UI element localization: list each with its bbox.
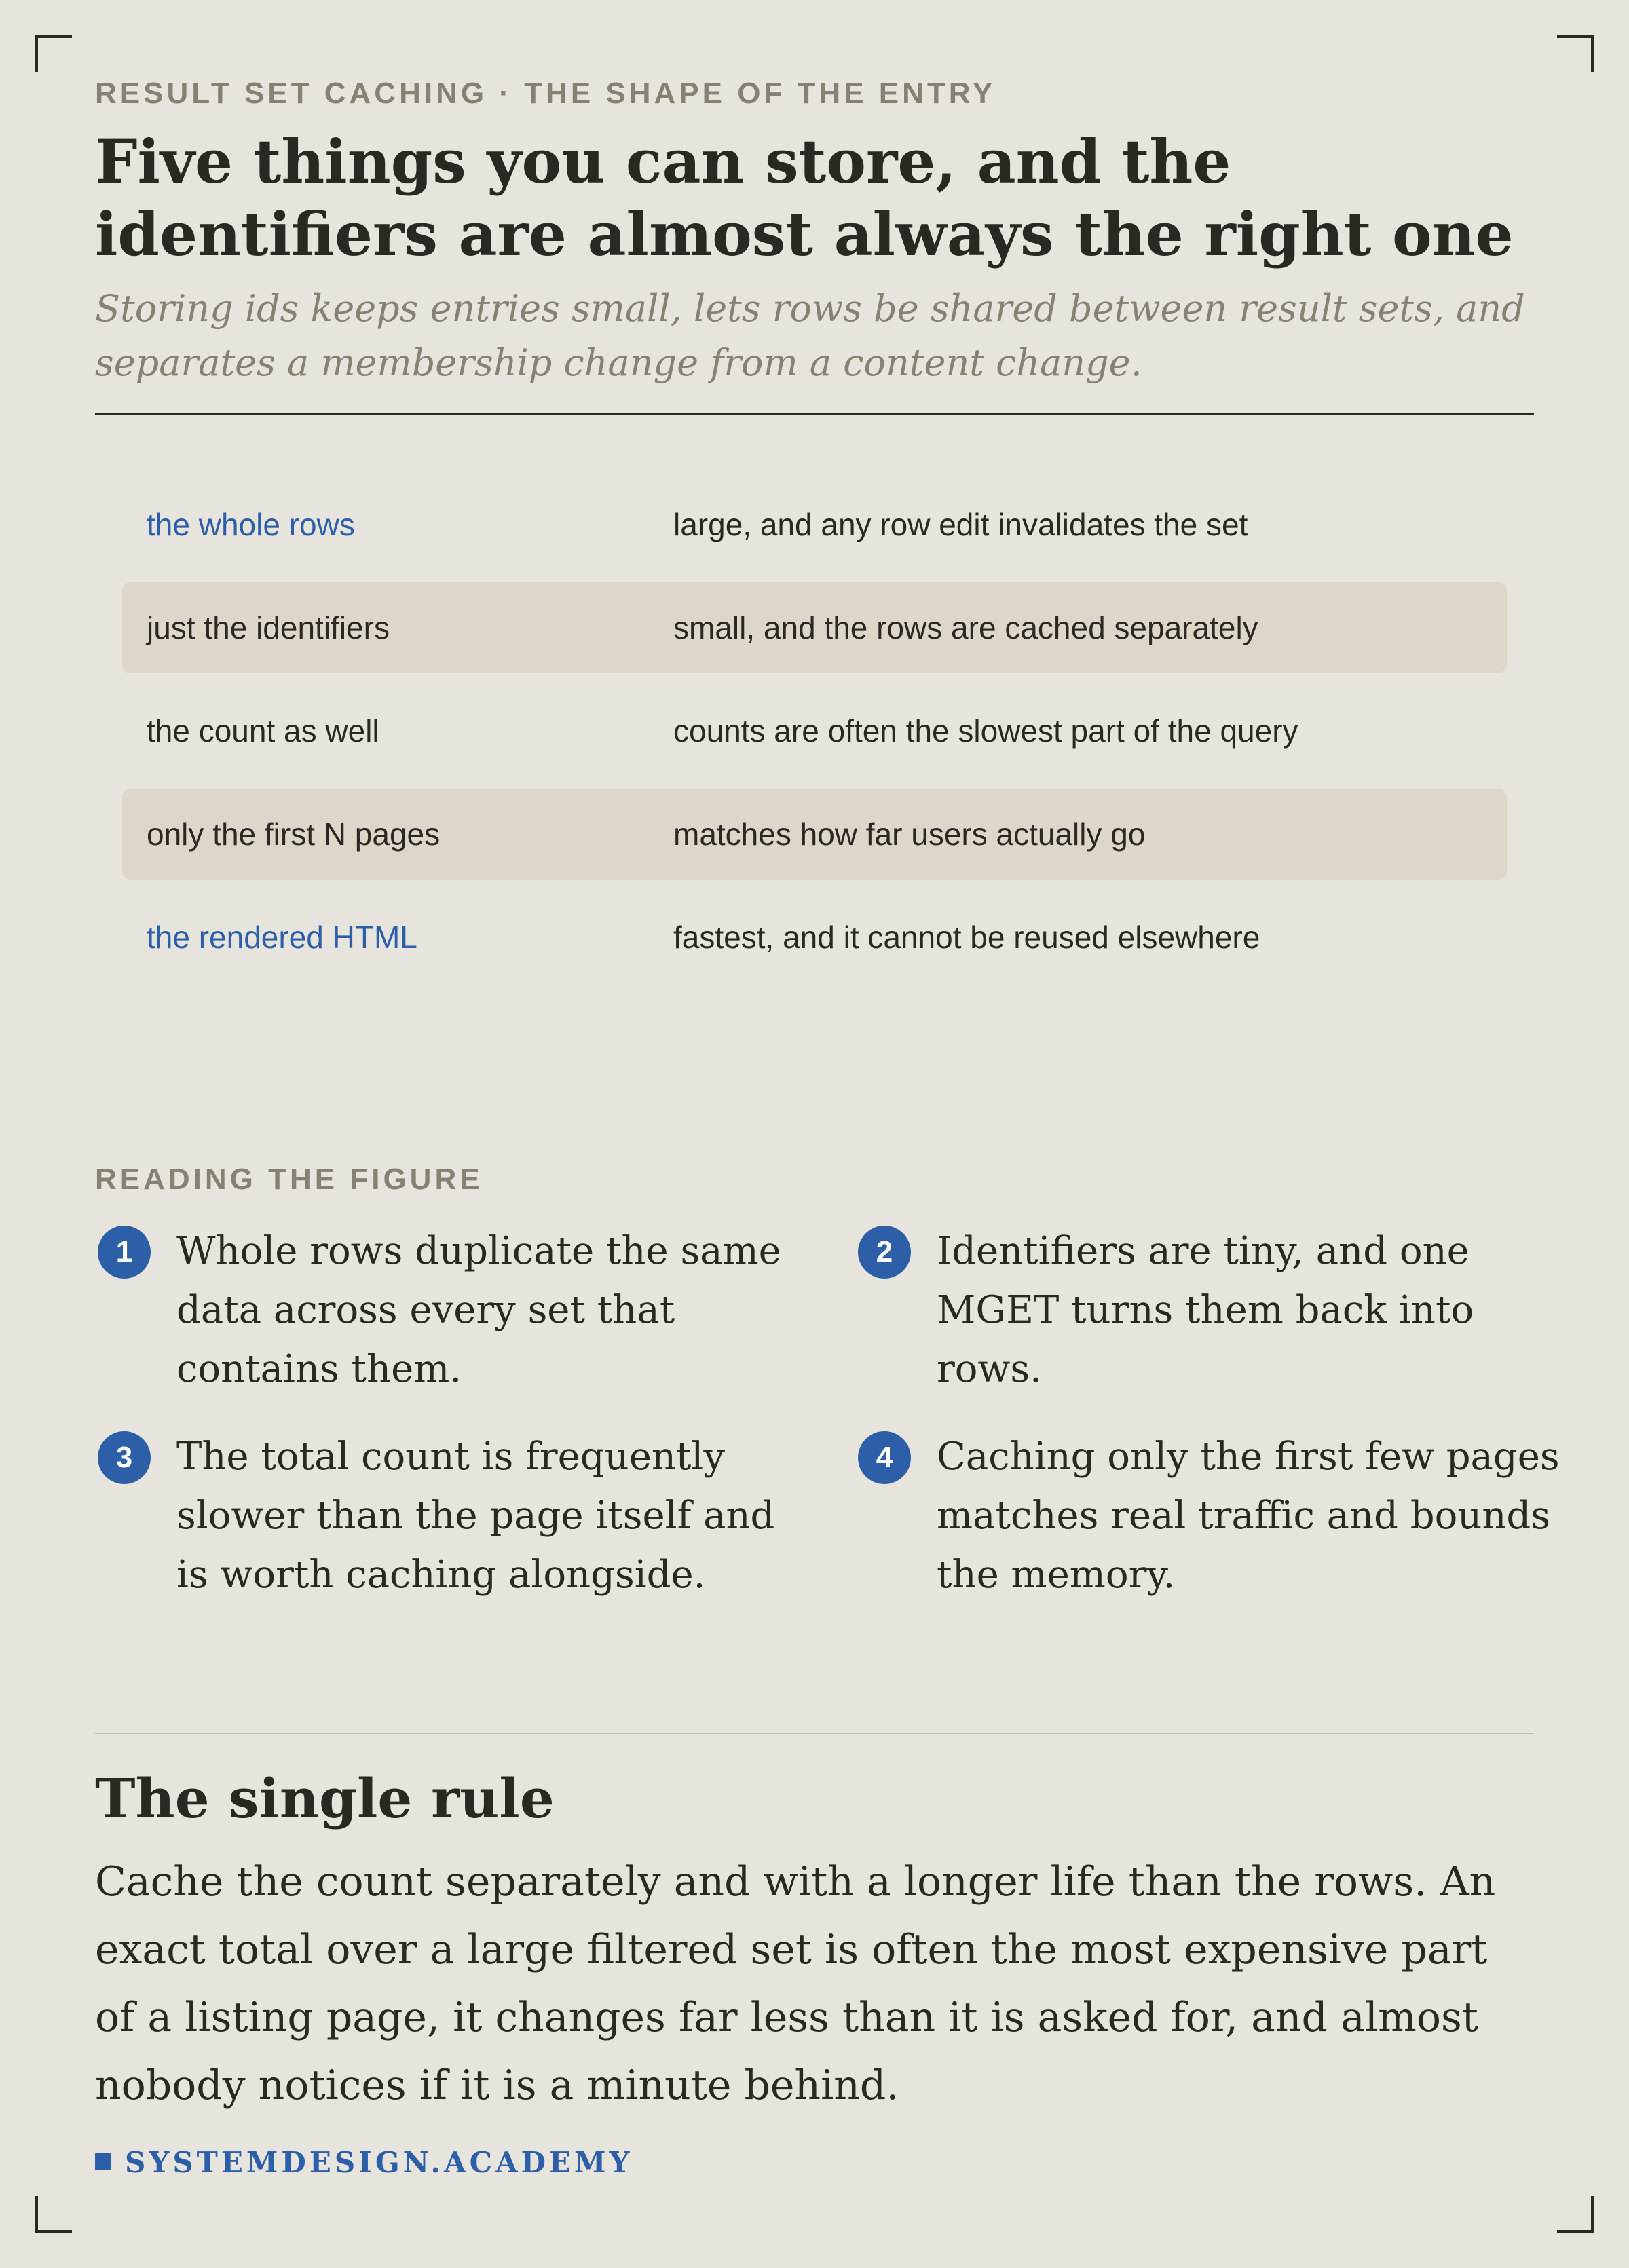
note-text: Whole rows duplicate the same data across every set that contains them. <box>176 1229 781 1391</box>
corner-mark-bottom-right <box>1557 2196 1594 2233</box>
section-divider <box>95 1733 1534 1734</box>
table-row <box>122 479 1507 570</box>
option-note: large, and any row edit invalidates the set <box>673 507 1248 542</box>
note-text: Caching only the first few pages matches real traffic and bounds the memory. <box>937 1435 1560 1597</box>
brand-footer <box>95 2146 633 2179</box>
reading-heading: READING THE FIGURE <box>95 1163 483 1196</box>
note-text: The total count is frequently slower than the page itself and is worth caching alongside. <box>176 1435 775 1597</box>
note-text: Identifiers are tiny, and one MGET turns them back into rows. <box>937 1229 1474 1391</box>
rule-body: Cache the count separately and with a longer life than the rows. An exact total over a large filtered set is often the most expensive part of a listing page, it changes far less than it is asked for, and almost nobody notices if it is a minute behind. <box>95 1858 1496 2109</box>
corner-mark-bottom-left <box>35 2196 72 2233</box>
corner-mark-top-left <box>35 35 72 72</box>
corner-mark-top-right <box>1557 35 1594 72</box>
option-label: the count as well <box>147 713 379 749</box>
rule-heading: The single rule <box>95 1766 555 1830</box>
option-note: fastest, and it cannot be reused elsewhere <box>673 920 1260 955</box>
note-number-badge: 2 <box>858 1226 911 1279</box>
header-divider <box>95 413 1534 415</box>
option-label: the whole rows <box>147 507 355 542</box>
options-table <box>122 479 1507 995</box>
table-row <box>122 685 1507 776</box>
option-note: matches how far users actually go <box>673 816 1146 852</box>
note-number-badge: 1 <box>98 1226 151 1279</box>
option-label: the rendered HTML <box>147 920 417 955</box>
option-note: counts are often the slowest part of the query <box>673 713 1298 749</box>
page-title: Five things you can store, and the identifiers are almost always the right one <box>95 126 1514 269</box>
table-row <box>122 892 1507 983</box>
brand-name: SYSTEMDESIGN.ACADEMY <box>125 2146 633 2179</box>
page-subtitle: Storing ids keeps entries small, lets rows be shared between result sets, and separates a membership change from a content change. <box>95 287 1525 384</box>
option-label: just the identifiers <box>147 610 390 645</box>
table-row <box>122 582 1507 673</box>
note-number-badge: 3 <box>98 1431 151 1484</box>
note-number-badge: 4 <box>858 1431 911 1484</box>
option-note: small, and the rows are cached separately <box>673 610 1258 645</box>
eyebrow: RESULT SET CACHING · THE SHAPE OF THE ENTRY <box>95 77 996 110</box>
option-label: only the first N pages <box>147 816 441 852</box>
brand-square-icon <box>95 2153 111 2170</box>
table-row <box>122 789 1507 880</box>
